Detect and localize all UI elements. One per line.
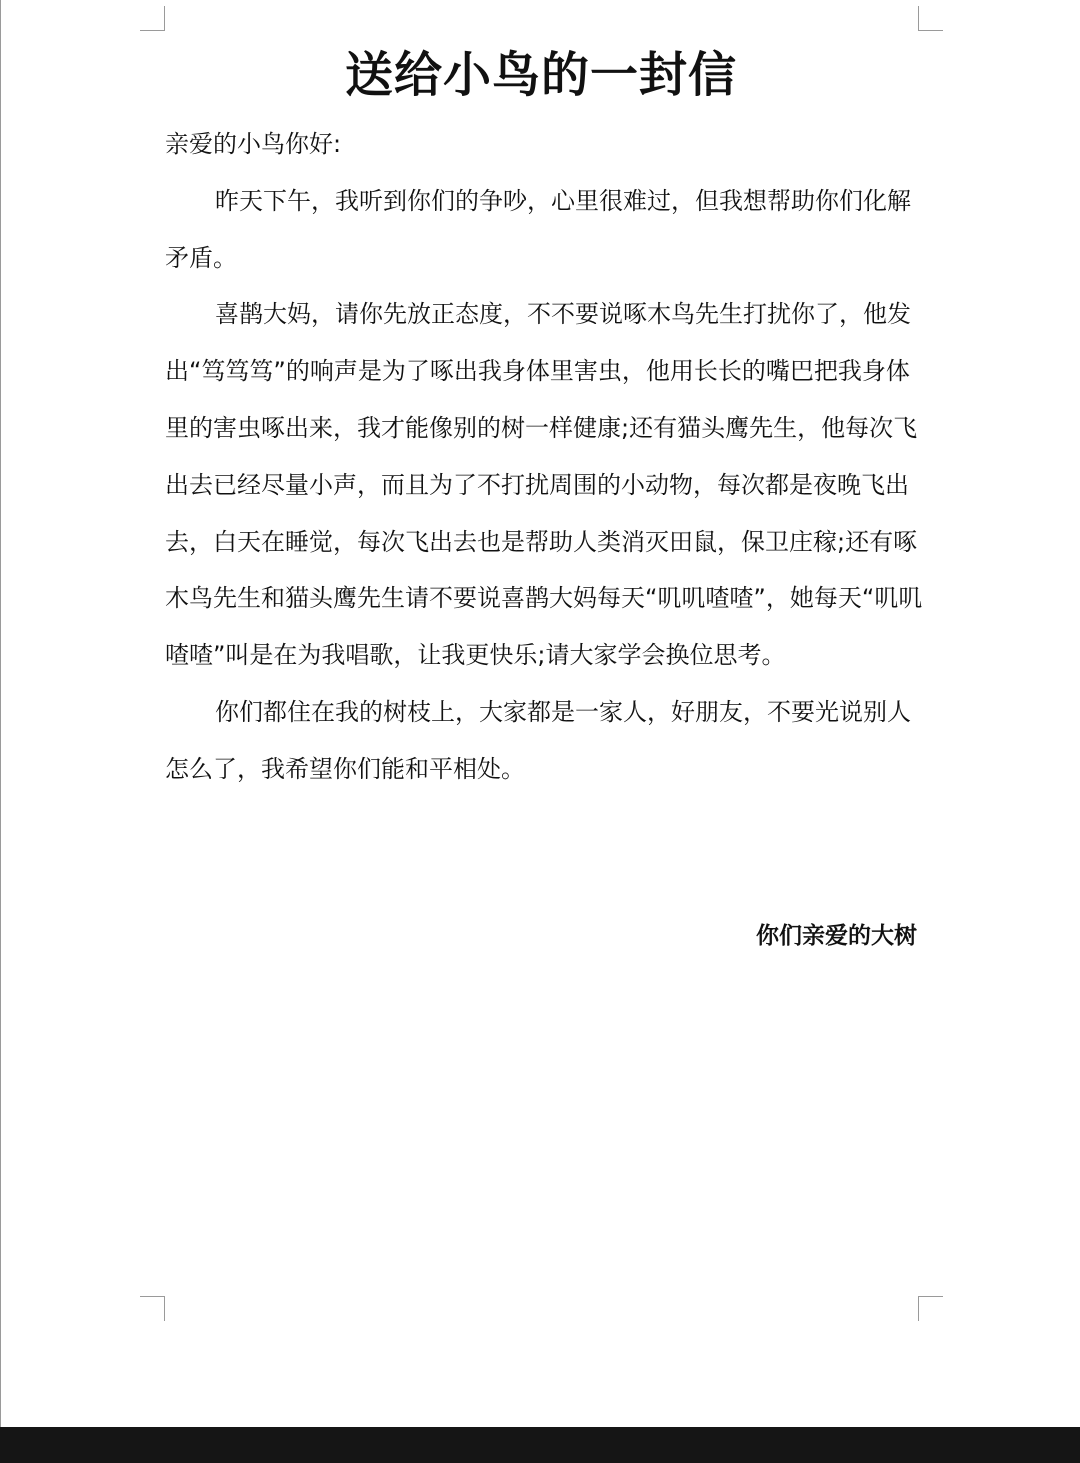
margin-corner-bottom-right: [918, 1296, 943, 1321]
letter-paragraph: 你们都住在我的树枝上，大家都是一家人，好朋友，不要光说别人怎么了，我希望你们能和平相处。: [165, 697, 911, 783]
document-title: 送给小鸟的一封信: [344, 47, 737, 103]
margin-corner-top-right: [918, 6, 943, 31]
letter-body: [165, 116, 925, 798]
letter-paragraph: 喜鹊大妈，请你先放正态度，不不要说啄木鸟先生打扰你了，他发出“笃笃笃”的响声是为了啄出我身体里害虫，他用长长的嘴巴把我身体里的害虫啄出来，我才能像别的树一样健康;还有猫头鹰先生，他每次飞出去已经尽量小声，而且为了不打扰周围的小动物，每次都是夜晚飞出去，白天在睡觉，每次飞出去也是帮助人类消灭田鼠，保卫庄稼;还有啄木鸟先生和猫头鹰先生请不要说喜鹊大妈每天“叽叽喳喳”，她每天“叽叽喳喳”叫是在为我唱歌，让我更快乐;请大家学会换位思考。: [165, 300, 923, 670]
margin-corner-top-left: [140, 6, 165, 31]
letter-signature: 你们亲爱的大树: [756, 923, 917, 949]
margin-corner-bottom-left: [140, 1296, 165, 1321]
letter-greeting: 亲爱的小鸟你好:: [165, 130, 342, 158]
bottom-navigation-bar: [0, 1427, 1080, 1463]
letter-paragraph: 昨天下午，我听到你们的争吵，心里很难过，但我想帮助你们化解矛盾。: [165, 186, 911, 272]
